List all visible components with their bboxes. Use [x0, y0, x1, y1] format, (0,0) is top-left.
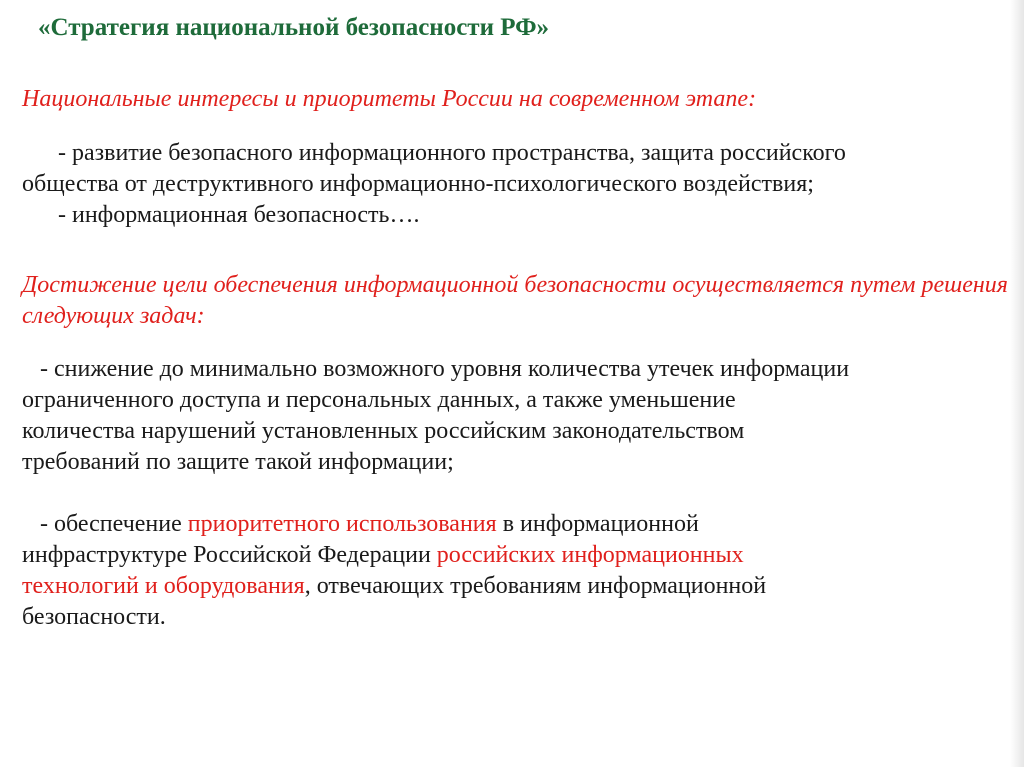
task-2: [22, 509, 1012, 633]
interest-item-1-line-2: общества от деструктивного информационно-психологического воздействия;: [22, 171, 814, 197]
task-2-line-3: [22, 571, 1012, 602]
interest-item-1-line-1: - развитие безопасного информационного пространства, защита российского: [58, 140, 846, 166]
task-2-line-2: [22, 540, 1012, 571]
task-2-highlight: технологий и оборудования: [22, 573, 305, 599]
national-interests-heading: Национальные интересы и приоритеты России на современном этапе:: [22, 86, 757, 112]
task-1-line-4: требований по защите такой информации;: [22, 449, 454, 475]
task-1-line-1: - снижение до минимально возможного уровня количества утечек информации: [40, 356, 850, 382]
tasks-heading: Достижение цели обеспечения информационной безопасности осуществляется путем решения следующих задач:: [22, 272, 1008, 329]
task-2-line-4: безопасности.: [22, 604, 166, 630]
task-2-text: инфраструктуре Российской Федерации: [22, 542, 437, 568]
slide-edge-shadow: [1010, 0, 1024, 767]
interest-item-2: - информационная безопасность….: [58, 202, 420, 228]
task-2-line-1: [22, 509, 1012, 540]
task-2-highlight: российских информационных: [436, 542, 744, 568]
slide-title: «Стратегия национальной безопасности РФ»: [38, 14, 550, 41]
task-2-text: в информационной: [496, 511, 699, 537]
task-2-highlight: приоритетного использования: [187, 511, 497, 537]
task-2-text: - обеспечение: [40, 511, 188, 537]
task-1-line-2: ограниченного доступа и персональных данных, а также уменьшение: [22, 387, 736, 413]
task-2-text: , отвечающих требованиям информационной: [304, 573, 767, 599]
national-interests-list: [22, 138, 1012, 231]
task-1-line-3: количества нарушений установленных российским законодательством: [22, 418, 745, 444]
task-1: [22, 354, 1012, 478]
